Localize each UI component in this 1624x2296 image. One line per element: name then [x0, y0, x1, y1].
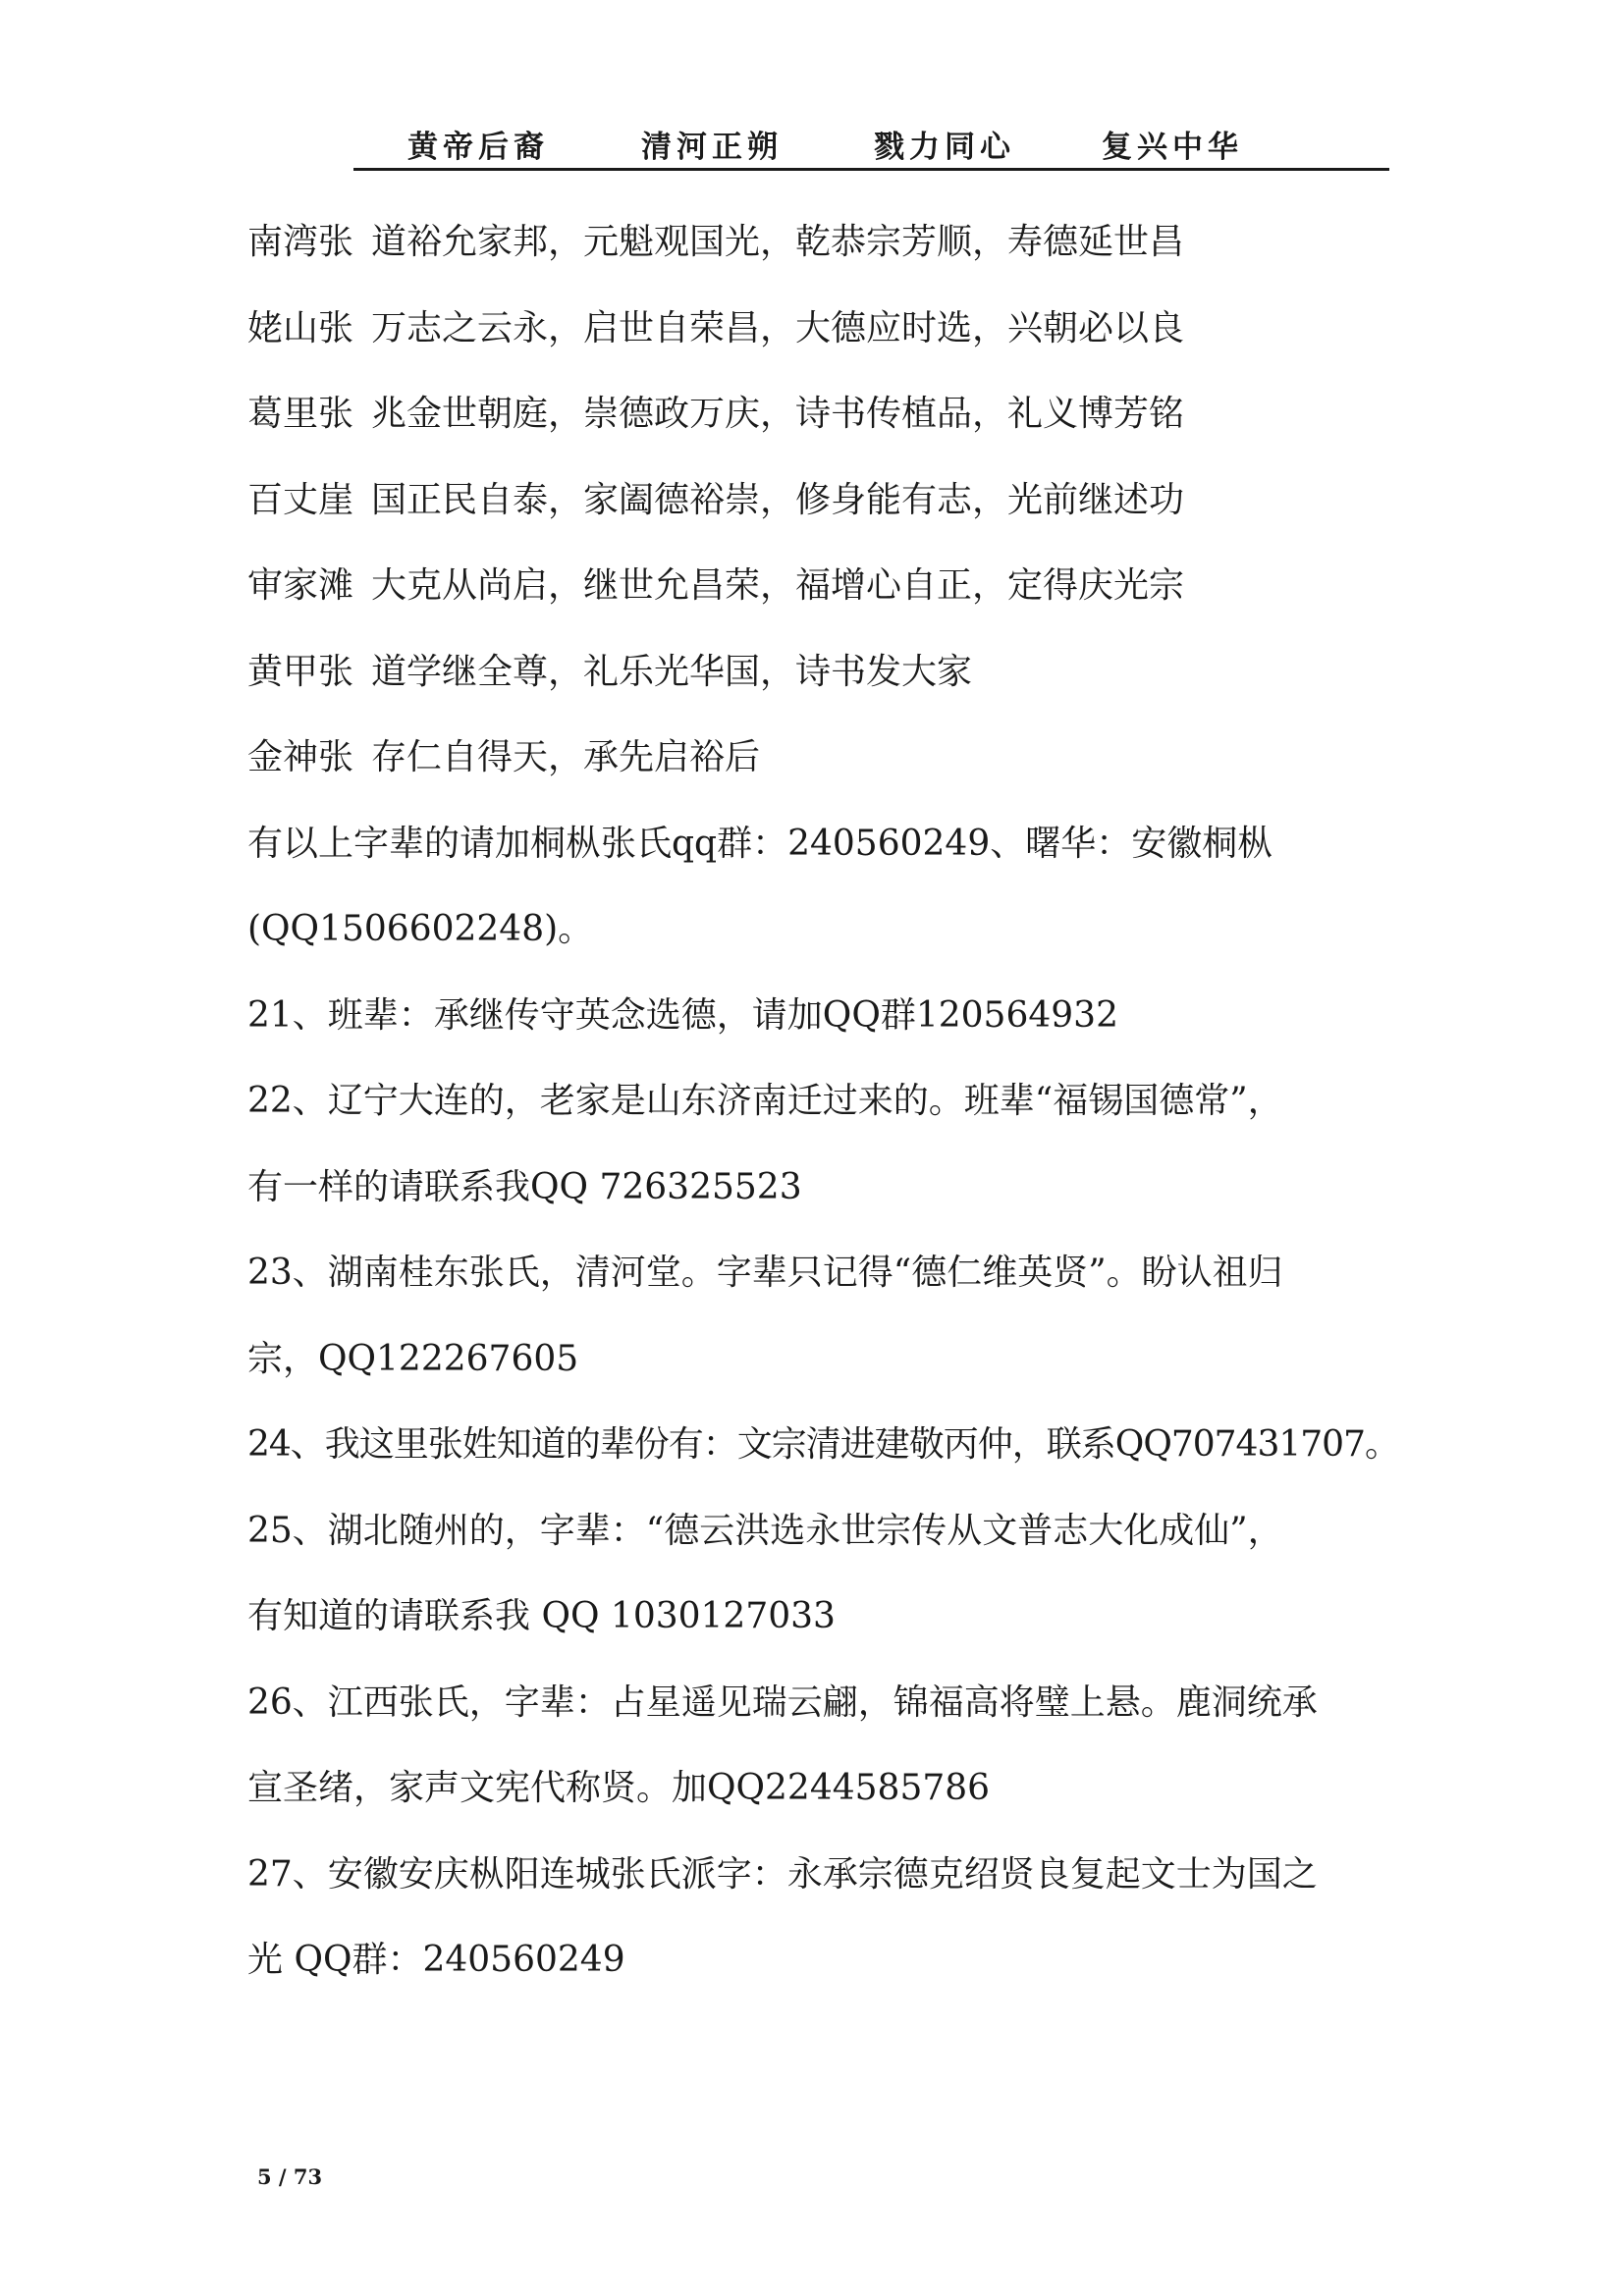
- clan-verse: 大克从尚启，继世允昌荣，福增心自正，定得庆光宗: [371, 565, 1185, 606]
- paragraph-line: 25、湖北随州的，字辈：“德云洪选永世宗传从文普志大化成仙”，: [247, 1510, 1283, 1551]
- clan-line: [247, 639, 1396, 725]
- paragraph-line: 有以上字辈的请加桐枞张氏qq群：240560249、曙华：安徽桐枞: [247, 823, 1273, 864]
- clan-line: [247, 724, 1396, 811]
- clan-verse: 道裕允家邦，元魁观国光，乾恭宗芳顺，寿德延世昌: [371, 222, 1185, 262]
- clan-line: [247, 553, 1396, 639]
- clan-name: 葛里张: [247, 394, 354, 434]
- paragraph-line: 23、湖南桂东张氏，清河堂。字辈只记得“德仁维英贤”。盼认祖归: [247, 1253, 1283, 1293]
- header-slogan-1: 黄帝后裔: [407, 130, 549, 165]
- paragraph-line: 26、江西张氏，字辈：占星遥见瑞云翩，锦福高将璧上悬。鹿洞统承: [247, 1682, 1318, 1723]
- paragraph-line: 24、我这里张姓知道的辈份有：文宗清进建敬丙仲，联系QQ707431707。: [247, 1424, 1399, 1465]
- clan-name: 百丈崖: [247, 479, 354, 520]
- header-rule: [353, 168, 1389, 171]
- header-slogan-4: 复兴中华: [1102, 130, 1243, 165]
- clan-line: [247, 467, 1396, 554]
- paragraph-line: 宣圣绪，家声文宪代称贤。加QQ2244585786: [247, 1768, 991, 1808]
- header-slogan-3: 戮力同心: [874, 130, 1015, 165]
- paragraph-line: 27、安徽安庆枞阳连城张氏派字：永承宗德克绍贤良复起文士为国之: [247, 1853, 1318, 1895]
- paragraph-line: 光 QQ群：240560249: [247, 1940, 625, 1980]
- clan-verse: 兆金世朝庭，崇德政万庆，诗书传植品，礼义博芳铭: [371, 394, 1185, 434]
- paragraph-line: 21、班辈：承继传守英念选德，请加QQ群120564932: [247, 994, 1118, 1036]
- clan-name: 南湾张: [247, 222, 354, 262]
- paragraph-line: (QQ1506602248)。: [247, 909, 594, 949]
- page-number: 5 / 73: [257, 2164, 323, 2189]
- paragraph-line: 有一样的请联系我QQ 726325523: [247, 1166, 802, 1207]
- clan-verse: 道学继全尊，礼乐光华国，诗书发大家: [371, 651, 973, 692]
- paragraph-line: 22、辽宁大连的，老家是山东济南迁过来的。班辈“福锡国德常”，: [247, 1081, 1283, 1121]
- document-body: [247, 209, 1399, 2013]
- clan-line: [247, 381, 1396, 467]
- clan-name: 金神张: [247, 737, 354, 777]
- clan-line: [247, 295, 1396, 382]
- clan-verse: 国正民自泰，家阖德裕崇，修身能有志，光前继述功: [371, 479, 1185, 520]
- clan-verse: 存仁自得天，承先启裕后: [371, 737, 761, 777]
- clan-name: 姥山张: [247, 307, 354, 348]
- clan-line: [247, 209, 1396, 295]
- page-header: [353, 116, 1389, 171]
- header-slogan-2: 清河正朔: [641, 130, 783, 165]
- clan-name: 审家滩: [247, 565, 354, 606]
- clan-verse: 万志之云永，启世自荣昌，大德应时选，兴朝必以良: [371, 307, 1185, 348]
- clan-name: 黄甲张: [247, 651, 354, 692]
- paragraph-line: 宗，QQ122267605: [247, 1338, 579, 1379]
- paragraph-line: 有知道的请联系我 QQ 1030127033: [247, 1596, 836, 1636]
